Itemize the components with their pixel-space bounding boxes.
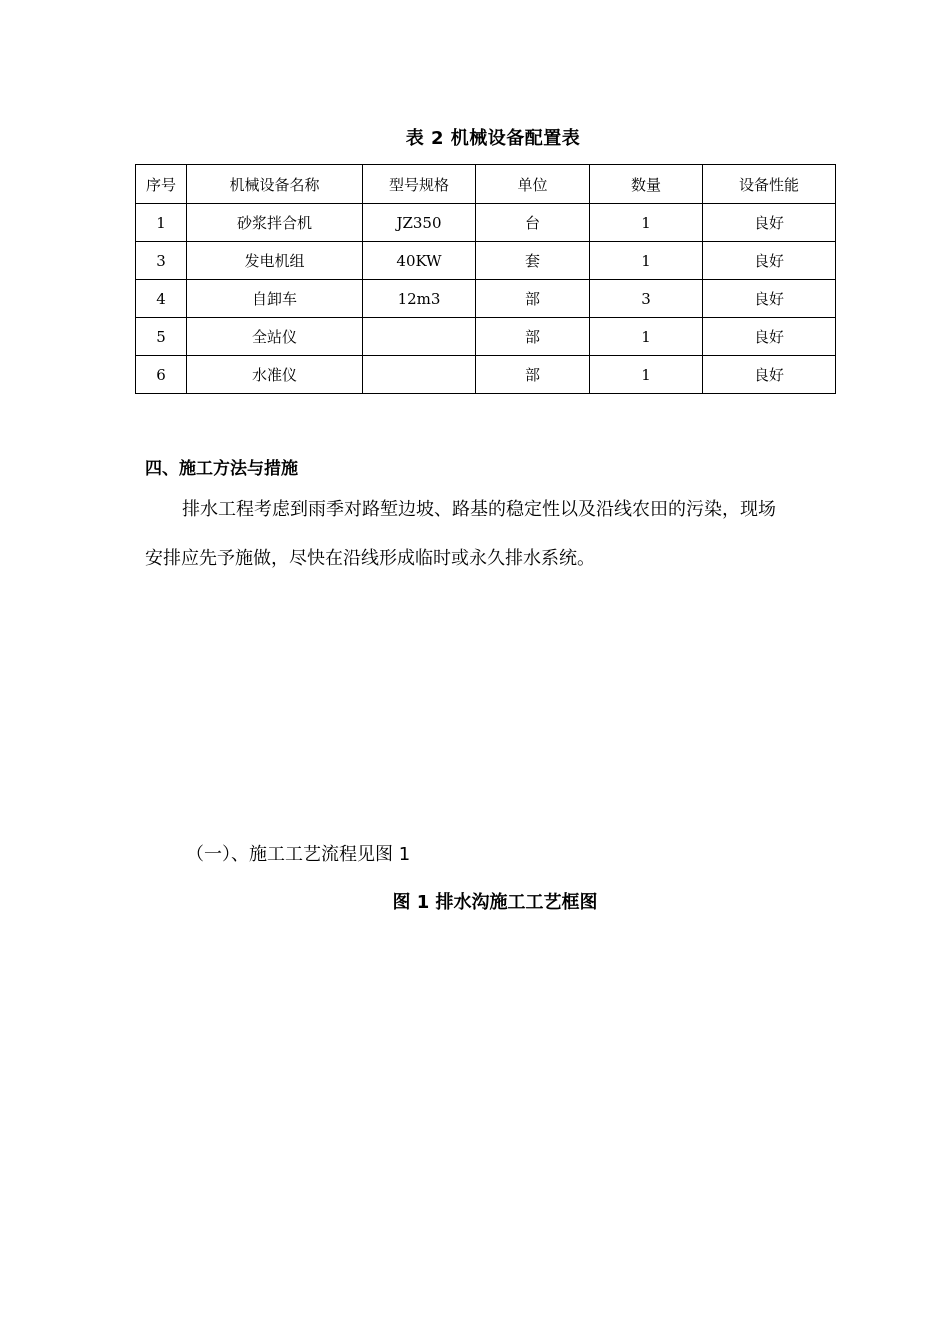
table-cell: 1 (590, 204, 703, 242)
table-cell: 1 (590, 356, 703, 394)
table-cell: 水准仪 (187, 356, 363, 394)
header-cell-model: 型号规格 (363, 165, 476, 204)
table-cell: JZ350 (363, 204, 476, 242)
table-cell: 1 (590, 318, 703, 356)
header-cell-quantity: 数量 (590, 165, 703, 204)
header-cell-index: 序号 (136, 165, 187, 204)
table-cell: 3 (136, 242, 187, 280)
table-cell: 良好 (703, 204, 836, 242)
table-cell: 6 (136, 356, 187, 394)
table-cell: 3 (590, 280, 703, 318)
table-row (136, 280, 836, 318)
table-cell: 套 (476, 242, 590, 280)
header-cell-name: 机械设备名称 (187, 165, 363, 204)
table-cell: 砂浆拌合机 (187, 204, 363, 242)
equipment-table (135, 164, 836, 394)
table-row (136, 356, 836, 394)
table-cell (363, 318, 476, 356)
table-cell: 自卸车 (187, 280, 363, 318)
table-cell: 1 (136, 204, 187, 242)
table-cell: 1 (590, 242, 703, 280)
paragraph-line-2: 安排应先予施做，尽快在沿线形成临时或永久排水系统。 (145, 548, 595, 569)
table-cell: 台 (476, 204, 590, 242)
table-cell: 12m3 (363, 280, 476, 318)
table-cell: 部 (476, 280, 590, 318)
table-cell: 全站仪 (187, 318, 363, 356)
table-cell: 良好 (703, 356, 836, 394)
table-cell: 部 (476, 318, 590, 356)
header-cell-condition: 设备性能 (703, 165, 836, 204)
table-row (136, 242, 836, 280)
figure-title: 图 1 排水沟施工工艺框图 (392, 892, 598, 913)
table-cell: 部 (476, 356, 590, 394)
table-cell: 良好 (703, 280, 836, 318)
table-cell: 4 (136, 280, 187, 318)
table-title: 表 2 机械设备配置表 (405, 128, 581, 149)
section-heading: 四、施工方法与措施 (145, 459, 298, 479)
table-cell: 发电机组 (187, 242, 363, 280)
table-header-row (136, 165, 836, 204)
table-cell: 良好 (703, 242, 836, 280)
header-cell-unit: 单位 (476, 165, 590, 204)
table-cell: 40KW (363, 242, 476, 280)
table-cell: 良好 (703, 318, 836, 356)
table-cell: 5 (136, 318, 187, 356)
table-row (136, 318, 836, 356)
table-row (136, 204, 836, 242)
subsection-heading: （一）、施工工艺流程见图 1 (186, 844, 411, 865)
table-cell (363, 356, 476, 394)
paragraph-line-1: 排水工程考虑到雨季对路堑边坡、路基的稳定性以及沿线农田的污染，现场 (182, 499, 776, 520)
